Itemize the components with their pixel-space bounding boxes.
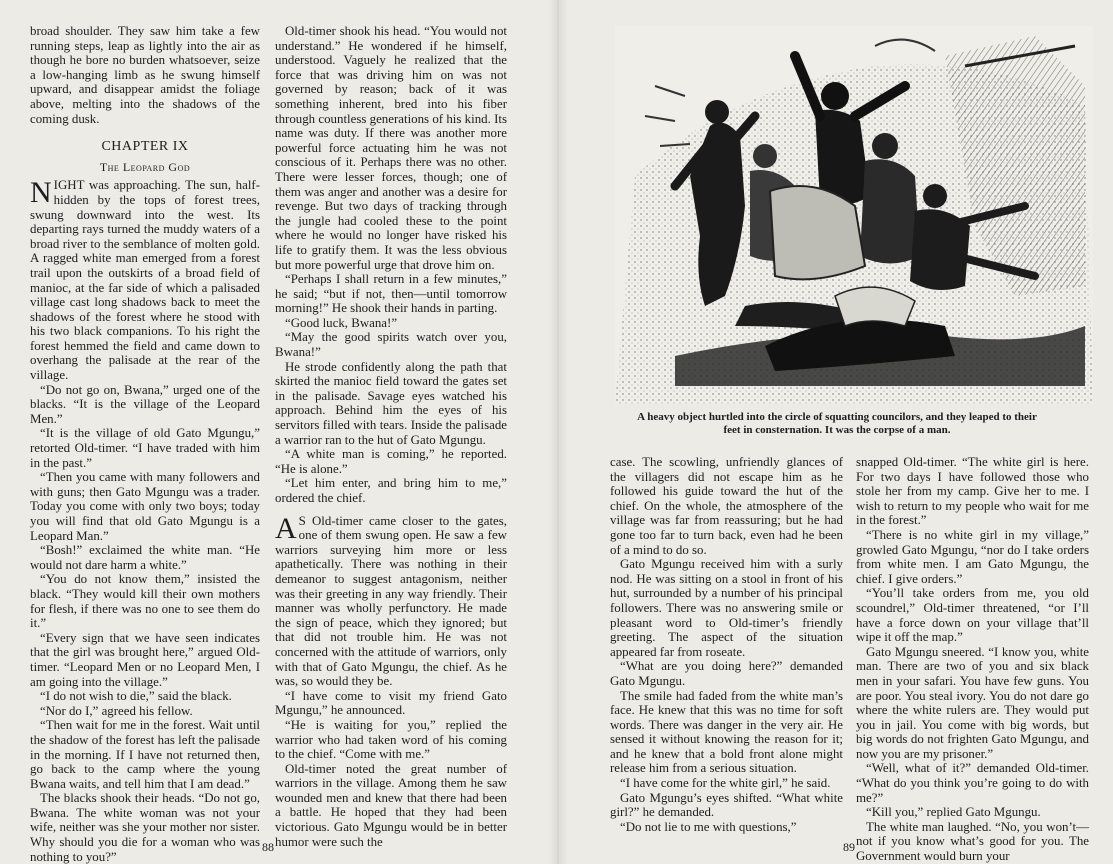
chapter-subtitle: The Leopard God: [99, 159, 191, 174]
paragraph: case. The scowling, unfriendly glances of the villagers did not escape him as he followed his guide toward the hut of the chief. On the whole, the atmosphere of the village was far from reassuring; but he had gone too far to turn back, even had he been of a mind to do so.: [610, 455, 843, 557]
story-illustration: [615, 26, 1093, 404]
paragraph: “May the good spirits watch over you, Bwana!”: [275, 330, 507, 360]
paragraph: “It is the village of old Gato Mgungu,” retorted Old-timer. “I have traded with him in the past.”: [30, 426, 260, 470]
paragraph: “Let him enter, and bring him to me,” ordered the chief.: [275, 476, 507, 505]
paragraph: The blacks shook their heads. “Do not go, Bwana. The white woman was not your wife, neither was she your mother nor sister. Why should you die for a woman who was nothing to you?”: [30, 791, 260, 864]
chapter-title: CHAPTER IX: [101, 139, 189, 155]
illustration-caption: A heavy object hurtled into the circle of squatting councilors, and they leaped to their feet in consternation. It was the corpse of a man.: [637, 411, 1037, 436]
paragraph: Old-timer noted the great number of warriors in the village. Among them he saw wounded men and knew that there had been a battle. He hoped that they had been victorious. Gato Mgungu would be in better humor were such the: [275, 761, 507, 849]
page-gutter: [548, 0, 568, 864]
opening-paragraph: broad shoulder. They saw him take a few running steps, leap as lightly into the air as though he bore no burden whatsoever, seize a low-hanging limb as he swung himself upward, and disappear amidst the foliage above, melting into the shadows of the coming dusk.: [30, 24, 260, 126]
paragraph: “I do not wish to die,” said the black.: [40, 689, 232, 704]
paragraph: “Kill you,” replied Gato Mgungu.: [866, 805, 1041, 820]
paragraph: “A white man is coming,” he reported. “He is alone.”: [275, 447, 507, 476]
paragraph: “He is waiting for you,” replied the warrior who had taken word of his coming to the chief. “Come with me.”: [275, 717, 507, 762]
drop-cap: N: [30, 176, 52, 210]
chapter-first-paragraph: [30, 178, 260, 382]
paragraph: “Then wait for me in the forest. Wait until the shadow of the forest has left the palisade in the morning. If I have not returned then, go back to the camp where the young Bwana waits, and tell him that I am dead.”: [30, 718, 260, 791]
page-number-right: 89: [843, 840, 855, 854]
paragraph: Gato Mgungu sneered. “I know you, white man. There are two of you and six black men in your safari. You have few guns. You are poor. You steal ivory. You do not dare go where the white rulers are. They would put you in jail. You come with big words, but big words do not frighten Gato Mgungu, and now you are my prisoner.”: [856, 644, 1089, 761]
paragraph: “Bosh!” exclaimed the white man. “He would not dare harm a white.”: [30, 543, 260, 572]
illustration-drawing: [615, 26, 1093, 404]
paragraph: “You do not know them,” insisted the black. “They would kill their own mothers for flesh, if there was no one to see them do it.”: [30, 572, 260, 631]
paragraph: The white man laughed. “No, you won’t—not if you know what’s good for you. The Government would burn your: [856, 819, 1089, 864]
paragraph: “Nor do I,” agreed his fellow.: [40, 703, 193, 718]
left-page-column-1: [30, 24, 260, 864]
drop-cap: A: [275, 511, 297, 545]
section-paragraph-text: S Old-timer came closer to the gates, one of them swung open. He saw a few warriors surveying him more or less apathetically. There was nothing in their demeanor to suggest antagonism, neither was their greeting in any way friendly. Their manner was wholly perfunctory. He made the sign of peace, which they ignored; but that did not trouble him. He was not concerned with the attitude of warriors, only with that of Gato Mgungu, the chief. As he was, so would they be.: [275, 513, 507, 689]
paragraph: “Perhaps I shall return in a few minutes,” he said; “but if not, then—until tomorrow morning!” He shook their hands in parting.: [275, 272, 507, 316]
page-number-left: 88: [262, 840, 274, 854]
paragraph: “I have come for the white girl,” he said.: [620, 776, 831, 791]
paragraph: Gato Mgungu received him with a surly nod. He was sitting on a stool in front of his hut, surrounded by a number of his principal followers. There was no answering smile or pleasant word to Old-timer’s friendly greeting. The aspect of the situation appeared far from roseate.: [610, 557, 843, 659]
paragraph: He strode confidently along the path that skirted the manioc field toward the gates set in the palisade. Savage eyes watched his approach. Behind him the eyes of his servitors filled with tears. Inside the palisade a warrior ran to the hut of Gato Mgungu.: [275, 359, 507, 447]
paragraph: “Do not go on, Bwana,” urged one of the blacks. “It is the village of the Leopard Men.”: [30, 382, 260, 426]
first-paragraph-text: IGHT was approaching. The sun, half-hidden by the tops of forest trees, swung downward into the west. Its departing rays turned the muddy waters of a broad river to the semblance of molten gold. A ragged white man emerged from a forest trail upon the outskirts of a broad field of manioc, at the far side of which a palisaded village cast long shadows back to meet the shadows of the forest where he stood with his two black companions. To his right the forest hemmed the field and came down to overhang the palisade at the rear of the village.: [30, 178, 260, 383]
paragraph: Old-timer shook his head. “You would not understand.” He wondered if he himself, understood. Vaguely he realized that the force that was driving him on was not governed by reason; back of it was something inherent, bred into his fiber through countless generations of his kind. Its name was duty. If there was another more powerful force actuating him he was not conscious of it. Perhaps there was no other. There were lesser forces, though; one of them was anger and another was a desire for revenge. But two days of tracking through the jungle had cooled these to the point where he would no longer have risked his life to gratify them. It was the less obvious but more powerful urge that drove him on.: [275, 24, 507, 272]
right-page-column-1: [610, 455, 843, 844]
paragraph: “What are you doing here?” demanded Gato Mgungu.: [610, 659, 843, 688]
paragraph: “I have come to visit my friend Gato Mgungu,” he announced.: [275, 688, 507, 718]
paragraph: “Well, what of it?” demanded Old-timer. “What do you think you’re going to do with me?”: [856, 761, 1089, 805]
paragraph: The smile had faded from the white man’s face. He knew that this was no time for soft words. There was danger in the very air. He sensed it without knowing the reason for it; and he knew that a bold front alone might release him from a serious situation.: [610, 688, 843, 776]
paragraph: snapped Old-timer. “The white girl is here. For two days I have followed those who stole her from my camp. Give her to me. I wish to return to my people who wait for me in the forest.”: [856, 455, 1089, 528]
paragraph: “Then you came with many followers and with guns; then Gato Mgungu was a trader. Today you come with only two boys; today you will find that old Gato Mgungu is a Leopard Man.”: [30, 470, 260, 543]
paragraph: Gato Mgungu’s eyes shifted. “What white girl?” he demanded.: [610, 790, 843, 820]
section-first-paragraph: [275, 511, 507, 689]
right-page-column-2: [856, 455, 1089, 864]
paragraph: “You’ll take orders from me, you old scoundrel,” Old-timer threatened, “or I’ll have a force down on your village that’ll wipe it off the map.”: [856, 586, 1089, 645]
paragraph: “There is no white girl in my village,” growled Gato Mgungu, “nor do I take orders from white men. I am Gato Mgungu, the chief. I give orders.”: [856, 527, 1089, 586]
paragraph: “Every sign that we have seen indicates that the girl was brought here,” argued Old-timer. “Leopard Men or no Leopard Men, I am going into the village.”: [30, 630, 260, 689]
paragraph: “Do not lie to me with questions,”: [620, 819, 797, 834]
paragraph: “Good luck, Bwana!”: [285, 315, 398, 330]
left-page-column-2: [275, 24, 507, 849]
